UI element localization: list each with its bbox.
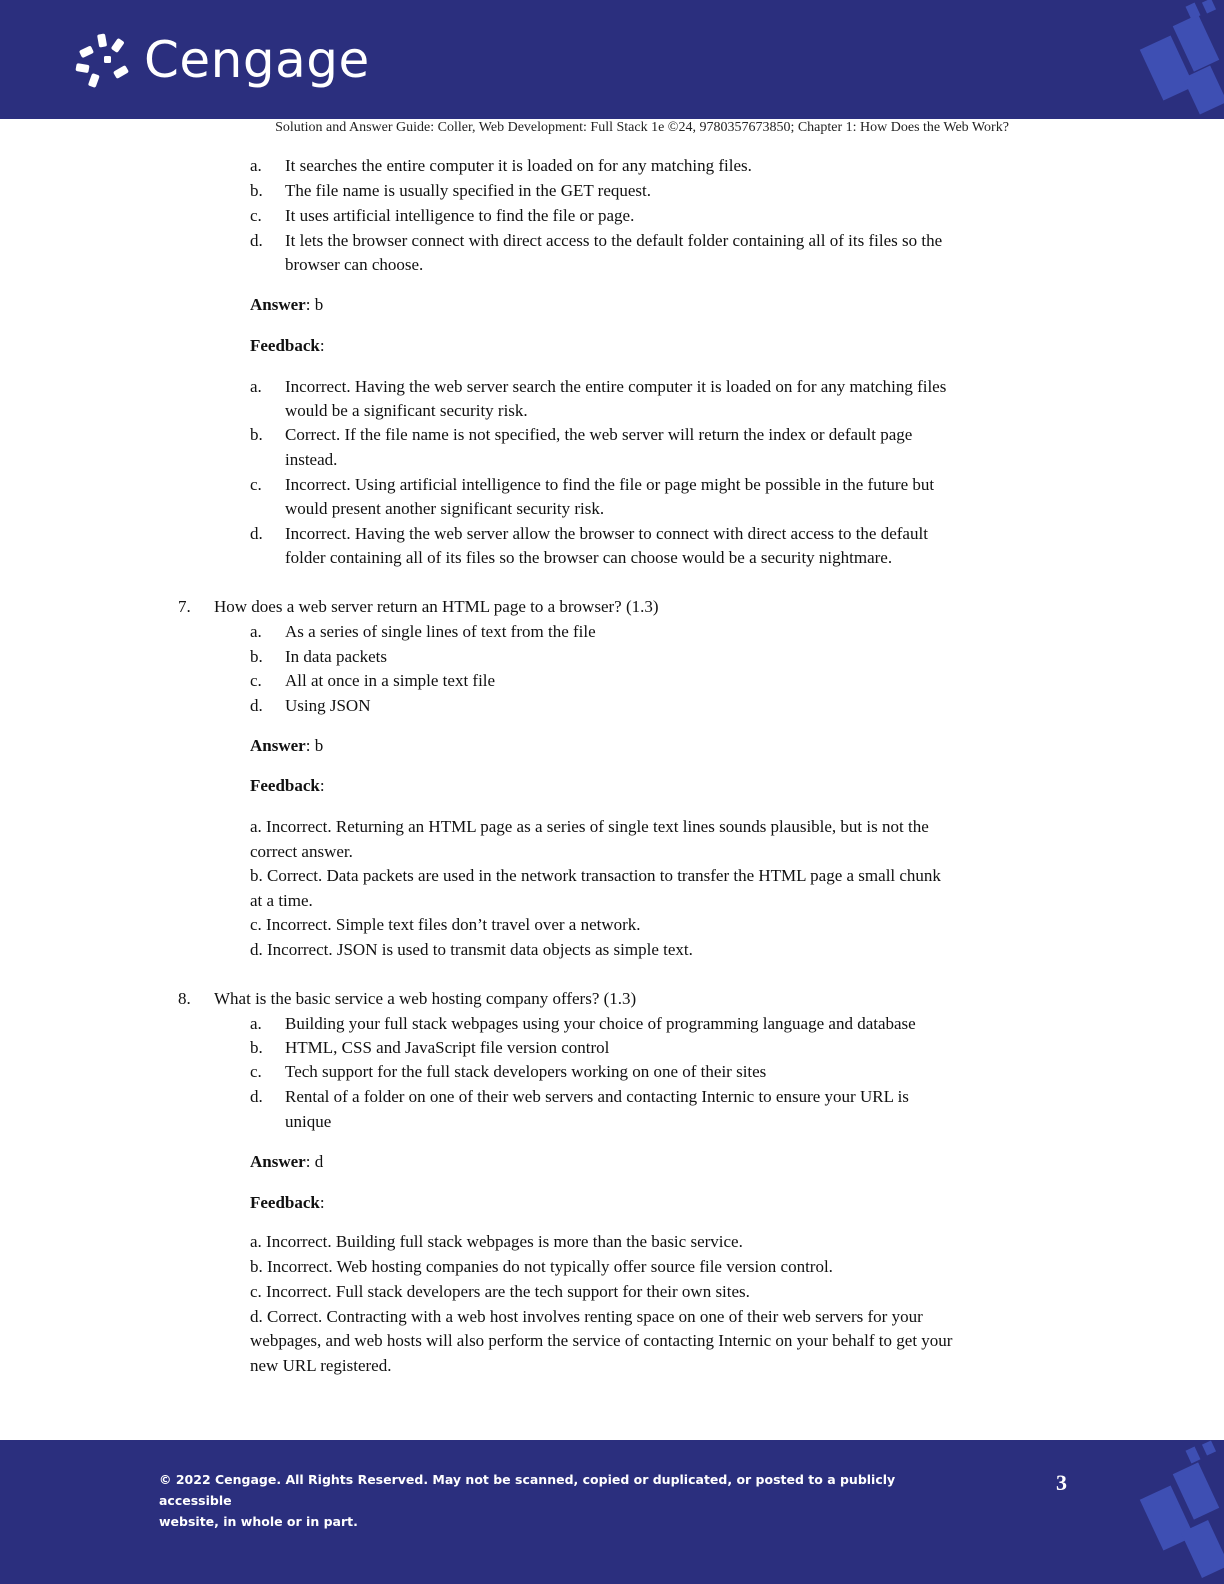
feedback-text: Incorrect. Having the web server search the entire computer it is loaded on for any matching files: [285, 377, 947, 396]
answer-value: : b: [305, 736, 324, 755]
feedback-label: c.: [250, 475, 262, 494]
question-number: 7.: [178, 597, 191, 616]
cengage-logo-icon: [74, 30, 136, 90]
option-text: It uses artificial intelligence to find the file or page.: [285, 206, 635, 225]
copyright-notice: © 2022 Cengage. All Rights Reserved. May not be scanned, copied or duplicated, or posted to a publicly accessible website, in whole or in part.: [159, 1472, 896, 1529]
feedback-text: at a time.: [250, 891, 313, 910]
feedback-text: Incorrect. Having the web server allow the browser to connect with direct access to the default: [285, 524, 928, 543]
answer-line: [250, 1151, 323, 1173]
feedback-label: b.: [250, 425, 263, 444]
option-text: It searches the entire computer it is loaded on for any matching files.: [285, 156, 752, 175]
decorative-shapes-icon: [1130, 0, 1224, 119]
feedback-text: d. Correct. Contracting with a web host involves renting space on one of their web servers for your: [250, 1307, 923, 1326]
option-label: a.: [250, 622, 262, 641]
option-text: Building your full stack webpages using your choice of programming language and database: [285, 1014, 916, 1033]
answer-value: : b: [305, 295, 324, 314]
decorative-shapes-icon: [1130, 1440, 1224, 1584]
option-label: c.: [250, 1062, 262, 1081]
option-text: browser can choose.: [285, 255, 424, 274]
option-label: d.: [250, 1087, 263, 1106]
option-label: b.: [250, 647, 263, 666]
feedback-text: would be a significant security risk.: [285, 401, 528, 420]
answer-label: Answer: [250, 736, 306, 755]
feedback-heading: Feedback:: [250, 1193, 325, 1212]
feedback-text: new URL registered.: [250, 1356, 392, 1375]
option-text: Rental of a folder on one of their web servers and contacting Internic to ensure your URL is: [285, 1087, 909, 1106]
option-label: a.: [250, 156, 262, 175]
question-text: What is the basic service a web hosting company offers? (1.3): [214, 989, 637, 1008]
feedback-text: b. Incorrect. Web hosting companies do not typically offer source file version control.: [250, 1257, 833, 1276]
feedback-heading: Feedback:: [250, 776, 325, 795]
feedback-text: Incorrect. Using artificial intelligence to find the file or page might be possible in the future but: [285, 475, 935, 494]
feedback-text: folder containing all of its files so the browser can choose would be a security nightmare.: [285, 548, 893, 567]
page-header: [0, 0, 1224, 119]
option-text: Tech support for the full stack developers working on one of their sites: [285, 1062, 767, 1081]
option-text: All at once in a simple text file: [285, 671, 496, 690]
feedback-text: correct answer.: [250, 842, 353, 861]
option-label: b.: [250, 181, 263, 200]
feedback-label: Feedback: [250, 776, 320, 795]
document-subtitle: Solution and Answer Guide: Coller, Web Development: Full Stack 1e ©24, 9780357673850; Chapter 1: How Does the Web Work?: [275, 120, 1009, 135]
option-text: It lets the browser connect with direct access to the default folder containing all of its files so the: [285, 231, 943, 250]
question-text: How does a web server return an HTML page to a browser? (1.3): [214, 597, 659, 616]
page-number: 3: [1056, 1470, 1067, 1495]
option-label: d.: [250, 231, 263, 250]
feedback-text: d. Incorrect. JSON is used to transmit data objects as simple text.: [250, 940, 693, 959]
feedback-text: Correct. If the file name is not specified, the web server will return the index or default page: [285, 425, 913, 444]
feedback-text: a. Incorrect. Building full stack webpages is more than the basic service.: [250, 1232, 743, 1251]
option-text: Using JSON: [285, 696, 371, 715]
feedback-heading: Feedback:: [250, 336, 325, 355]
option-label: a.: [250, 1014, 262, 1033]
logo-text: Cengage: [144, 31, 370, 89]
question-number: 8.: [178, 989, 191, 1008]
feedback-label: a.: [250, 377, 262, 396]
feedback-text: b. Correct. Data packets are used in the network transaction to transfer the HTML page a small chunk: [250, 866, 941, 885]
option-label: b.: [250, 1038, 263, 1057]
answer-value: : d: [305, 1152, 324, 1171]
feedback-label: d.: [250, 524, 263, 543]
feedback-text: c. Incorrect. Full stack developers are the tech support for their own sites.: [250, 1282, 750, 1301]
cengage-logo: [74, 30, 370, 90]
answer-label: Answer: [250, 1152, 306, 1171]
answer-line: [250, 735, 323, 757]
option-label: d.: [250, 696, 263, 715]
option-text: unique: [285, 1112, 332, 1131]
feedback-text: webpages, and web hosts will also perform the service of contacting Internic on your behalf to get your: [250, 1331, 953, 1350]
answer-label: Answer: [250, 295, 306, 314]
option-text: HTML, CSS and JavaScript file version control: [285, 1038, 610, 1057]
feedback-text: would present another significant security risk.: [285, 499, 605, 518]
feedback-text: instead.: [285, 450, 338, 469]
feedback-label: Feedback: [250, 336, 320, 355]
option-text: As a series of single lines of text from the file: [285, 622, 596, 641]
feedback-label: Feedback: [250, 1193, 320, 1212]
page-footer: [0, 1440, 1224, 1584]
option-label: c.: [250, 206, 262, 225]
option-text: In data packets: [285, 647, 387, 666]
answer-line: [250, 294, 323, 316]
option-text: The file name is usually specified in the GET request.: [285, 181, 652, 200]
feedback-text: c. Incorrect. Simple text files don’t travel over a network.: [250, 915, 641, 934]
option-label: c.: [250, 671, 262, 690]
feedback-text: a. Incorrect. Returning an HTML page as a series of single text lines sounds plausible, but is not the: [250, 817, 929, 836]
